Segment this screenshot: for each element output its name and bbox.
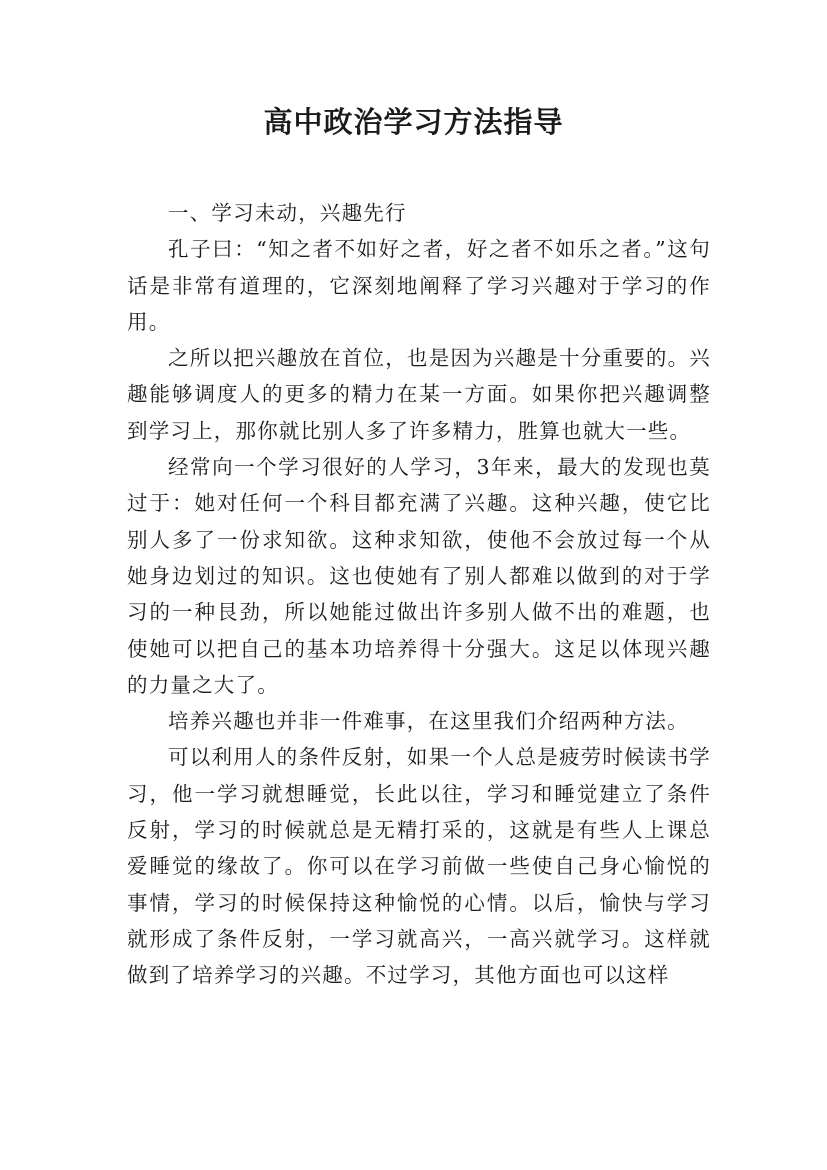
paragraph: 之所以把兴趣放在首位，也是因为兴趣是十分重要的。兴趣能够调度人的更多的精力在某一方面。如果你把兴趣调整到学习上，那你就比别人多了许多精力，胜算也就大一些。 [127, 346, 711, 443]
document-title: 高中政治学习方法指导 [263, 105, 564, 139]
paragraph: 经常向一个学习很好的人学习，3年来，最大的发现也莫过于：她对任何一个科目都充满了兴趣。这种兴趣，使它比别人多了一份求知欲。这种求知欲，使他不会放过每一个从她身边划过的知识。这也使她有了别人都难以做到的对于学习的一种艮劲，所以她能过做出许多别人做不出的难题，也使她可以把自己的基本功培养得十分强大。这足以体现兴趣的力量之大了。 [127, 455, 711, 697]
document-body [127, 195, 711, 994]
paragraph: 孔子曰：“知之者不如好之者，好之者不如乐之者。”这句话是非常有道理的，它深刻地阐释了学习兴趣对于学习的作用。 [127, 237, 711, 334]
section-heading: 一、学习未动，兴趣先行 [168, 201, 407, 225]
paragraph: 可以利用人的条件反射，如果一个人总是疲劳时候读书学习，他一学习就想睡觉，长此以往，学习和睡觉建立了条件反射，学习的时候就总是无精打采的，这就是有些人上课总爱睡觉的缘故了。你可以在学习前做一些使自己身心愉悦的事情，学习的时候保持这种愉悦的心情。以后，愉快与学习就形成了条件反射，一学习就高兴，一高兴就学习。这样就做到了培养学习的兴趣。不过学习，其他方面也可以这样 [127, 745, 711, 988]
paragraph: 培养兴趣也并非一件难事，在这里我们介绍两种方法。 [168, 709, 689, 734]
